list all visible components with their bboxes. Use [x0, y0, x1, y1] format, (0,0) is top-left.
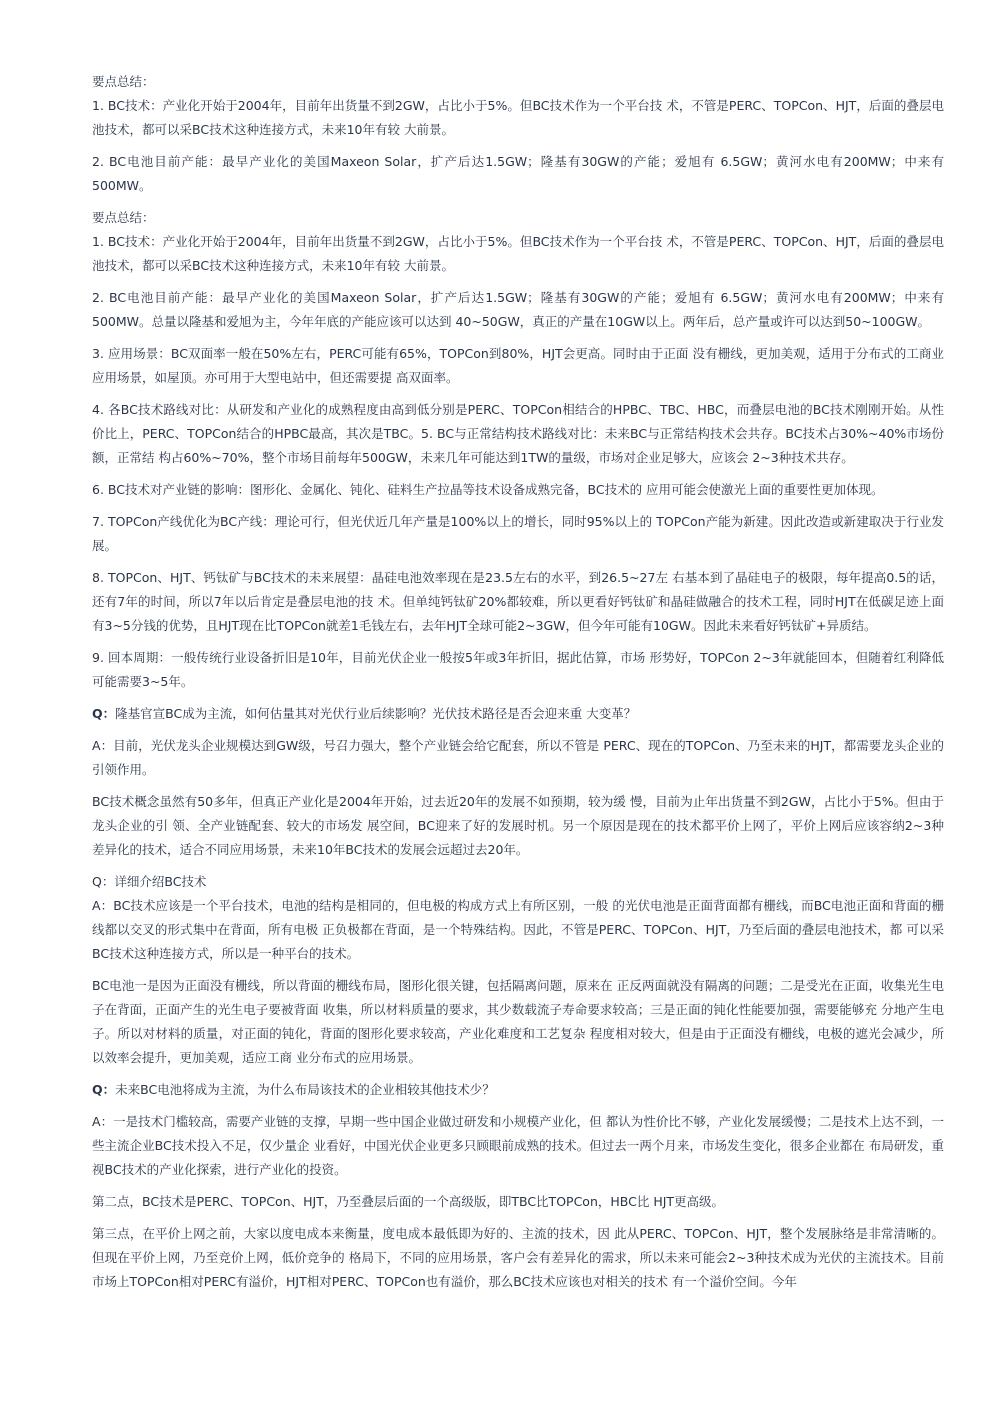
summary-point-6: 6. BC技术对产业链的影响：图形化、金属化、钝化、硅料生产拉晶等技术设备成熟完备，BC技术的 应用可能会使激光上面的重要性更加体现。	[92, 482, 884, 497]
summary-point-4-5: 4. 各BC技术路线对比：从研发和产业化的成熟程度由高到低分别是PERC、TOPCon相结合的HPBC、TBC、HBC，而叠层电池的BC技术刚刚开始。从性价比上，PERC、TOPCon结合的HPBC最高，其次是TBC。5. BC与正常结构技术路线对比：未来BC与正常结构技术会共存。BC技术占30%~40%市场份额，正常结 构占60%~70%，整个市场目前每年500GW，未来几年可能达到1TW的量级，市场对企业足够大，应该会 2~3种技术共存。	[92, 402, 944, 465]
question-text: 隆基官宣BC成为主流，如何估量其对光伏行业后续影响？光伏技术路径是否会迎来重 大变革？	[115, 706, 637, 721]
question-text: 未来BC电池将成为主流，为什么布局该技术的企业相较其他技术少？	[115, 1082, 495, 1097]
question-label: Q：	[92, 706, 116, 721]
answer-3-paragraph-2: 第二点，BC技术是PERC、TOPCon、HJT，乃至叠层后面的一个高级版，即TBC比TOPCon，HBC比 HJT更高级。	[92, 1194, 725, 1209]
answer-1-paragraph-1: A：目前，光伏龙头企业规模达到GW级，号召力强大，整个产业链会给它配套，所以不管是 PERC、现在的TOPCon、乃至未来的HJT，都需要龙头企业的引领作用。	[92, 738, 944, 777]
summary-point-2: 2. BC电池目前产能：最早产业化的美国Maxeon Solar，扩产后达1.5GW；隆基有30GW的产能；爱旭有 6.5GW；黄河水电有200MW；中来有500MW。总量以隆基和爱旭为主，今年年底的产能应该可以达到 40~50GW，真正的产量在10GW以上。两年后，总产量或许可以达到50~100GW。	[92, 290, 944, 329]
answer-1-paragraph-2: BC技术概念虽然有50多年，但真正产业化是2004年开始，过去近20年的发展不如预期，较为缓 慢，目前为止年出货量不到2GW，占比小于5%。但由于龙头企业的引 领、全产业链配套、较大的市场发 展空间，BC迎来了好的发展时机。另一个原因是现在的技术都平价上网了，平价上网后应该容纳2~3种 差异化的技术，适合不同应用场景，未来10年BC技术的发展会远超过去20年。	[92, 794, 944, 857]
summary-point-7: 7. TOPCon产线优化为BC产线：理论可行，但光伏近几年产量是100%以上的增长，同时95%以上的 TOPCon产能为新建。因此改造或新建取决于行业发展。	[92, 514, 944, 553]
question-1	[92, 702, 944, 726]
answer-3-paragraph-3: 第三点，在平价上网之前，大家以度电成本来衡量，度电成本最低即为好的、主流的技术，因 此从PERC、TOPCon、HJT，整个发展脉络是非常清晰的。但现在平价上网，乃至竞价上网，低价竞争的 格局下，不同的应用场景，客户会有差异化的需求，所以未来可能会2~3种技术成为光伏的主流技术。目前市场上TOPCon相对PERC有溢价，HJT相对PERC、TOPCon也有溢价，那么BC技术应该也对相关的技术 有一个溢价空间。今年	[92, 1226, 944, 1289]
answer-3-paragraph-1: A：一是技术门槛较高，需要产业链的支撑，早期一些中国企业做过研发和小规模产业化，但 都认为性价比不够，产业化发展缓慢；二是技术上达不到，一些主流企业BC技术投入不足，仅少量企 业看好，中国光伏企业更多只顾眼前成熟的技术。但过去一两个月来，市场发生变化，很多企业都在 布局研发，重视BC技术的产业化探索，进行产业化的投资。	[92, 1114, 944, 1177]
summary-point-8: 8. TOPCon、HJT、钙钛矿与BC技术的未来展望：晶硅电池效率现在是23.5左右的水平，到26.5~27左 右基本到了晶硅电子的极限，每年提高0.5的话，还有7年的时间，所以7年以后肯定是叠层电池的技 术。但单纯钙钛矿20%都较难，所以更看好钙钛矿和晶硅做融合的技术工程，同时HJT在低碳足迹上面 有3~5分钱的优势，且HJT现在比TOPCon就差1毛钱左右，去年HJT全球可能2~3GW，但今年可能有10GW。因此未来看好钙钛矿+异质结。	[92, 570, 944, 633]
summary-point-1: 1. BC技术：产业化开始于2004年，目前年出货量不到2GW，占比小于5%。但BC技术作为一个平台技 术，不管是PERC、TOPCon、HJT，后面的叠层电池技术，都可以采BC技术这种连接方式，未来10年有较 大前景。	[92, 234, 944, 273]
answer-2-paragraph-2: BC电池一是因为正面没有栅线，所以背面的栅线布局，图形化很关键，包括隔离问题，原来在 正反两面就没有隔离的问题；二是受光在正面，收集光生电子在背面，正面产生的光生电子要被背面 收集，所以材料质量的要求，其少数载流子寿命要求较高；三是正面的钝化性能要加强，需要能够充 分地产生电子。所以对材料的质量，对正面的钝化，背面的图形化要求较高，产业化难度和工艺复杂 程度相对较大，但是由于正面没有栅线，电极的遮光会减少，所以效率会提升，更加美观，适应工商 业分布式的应用场景。	[92, 978, 944, 1065]
summary-heading: 要点总结：	[92, 74, 155, 89]
summary-paragraph-2: 2. BC电池目前产能：最早产业化的美国Maxeon Solar，扩产后达1.5GW；隆基有30GW的产能；爱旭有 6.5GW；黄河水电有200MW；中来有500MW。	[92, 154, 944, 193]
summary-paragraph-1: 1. BC技术：产业化开始于2004年，目前年出货量不到2GW，占比小于5%。但BC技术作为一个平台技 术，不管是PERC、TOPCon、HJT，后面的叠层电池技术，都可以采BC技术这种连接方式，未来10年有较 大前景。	[92, 98, 944, 137]
question-label: Q：	[92, 1082, 116, 1097]
summary-point-3: 3. 应用场景：BC双面率一般在50%左右，PERC可能有65%，TOPCon到80%，HJT会更高。同时由于正面 没有栅线，更加美观，适用于分布式的工商业应用场景，如屋顶。亦可用于大型电站中，但还需要提 高双面率。	[92, 346, 944, 385]
document-page	[92, 70, 944, 1302]
answer-2-paragraph-1: A：BC技术应该是一个平台技术，电池的结构是相同的，但电极的构成方式上有所区别，一般 的光伏电池是正面背面都有栅线，而BC电池正面和背面的栅线都以交叉的形式集中在背面，所有电极 正负极都在背面，是一个特殊结构。因此，不管是PERC、TOPCon、HJT，乃至后面的叠层电池技术，都 可以采BC技术这种连接方式，所以是一种平台的技术。	[92, 898, 944, 961]
summary-point-9: 9. 回本周期：一般传统行业设备折旧是10年，目前光伏企业一般按5年或3年折旧，据此估算，市场 形势好，TOPCon 2~3年就能回本，但随着红利降低可能需要3~5年。	[92, 650, 944, 689]
question-2: Q：详细介绍BC技术	[92, 874, 207, 889]
question-3	[92, 1078, 944, 1102]
summary-heading-repeat: 要点总结：	[92, 210, 155, 225]
